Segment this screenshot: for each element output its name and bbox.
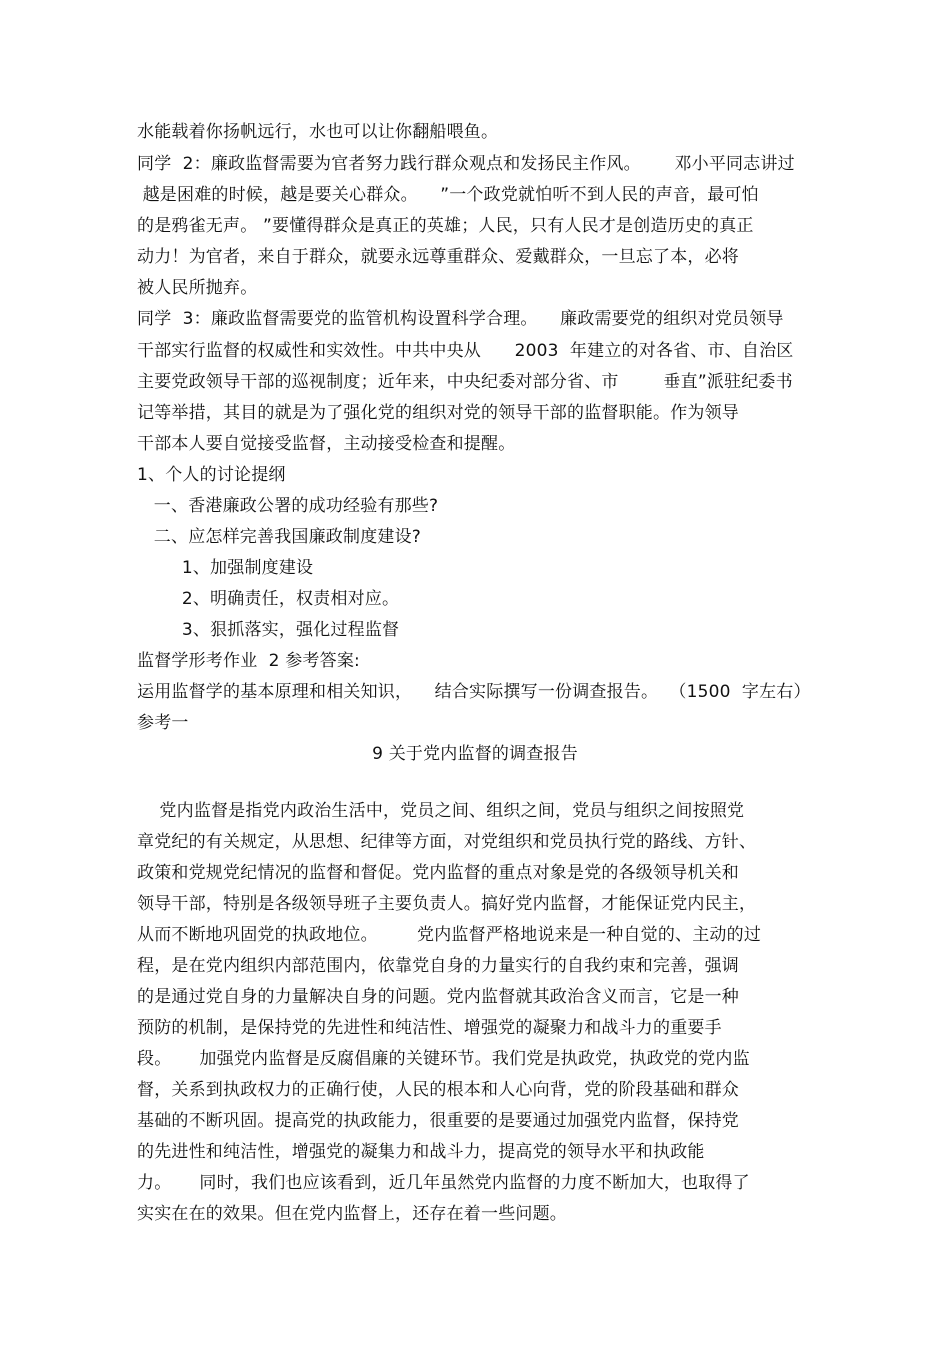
text-line: 领导干部，特别是各级领导班子主要负责人。搞好党内监督，才能保证党内民主， xyxy=(137,894,757,914)
outline-item: 二、应怎样完善我国廉政制度建设? xyxy=(137,527,422,547)
text-line: 力。 同时，我们也应该看到，近几年虽然党内监督的力度不断加大，也取得了 xyxy=(137,1173,750,1193)
text-line: 记等举措，其目的就是为了强化党的组织对党的领导干部的监督职能。作为领导 xyxy=(137,403,739,423)
text-line: 预防的机制，是保持党的先进性和纯洁性、增强党的凝聚力和战斗力的重要手 xyxy=(137,1018,722,1038)
section-heading: 监督学形考作业 2 参考答案: xyxy=(137,651,360,671)
text-line: 动力！为官者，来自于群众，就要永远尊重群众、爱戴群众，一旦忘了本，必将 xyxy=(137,247,739,267)
text-line: 水能载着你扬帆远行，水也可以让你翻船喂鱼。 xyxy=(137,122,499,142)
text-line: 党内监督是指党内政治生活中，党员之间、组织之间，党员与组织之间按照党 xyxy=(137,801,745,821)
text-line: 同学 3：廉政监督需要党的监管机构设置科学合理。 廉政需要党的组织对党员领导 xyxy=(137,309,784,329)
text-line: 的是通过党自身的力量解决自身的问题。党内监督就其政治含义而言，它是一种 xyxy=(137,987,739,1007)
outline-heading: 1、个人的讨论提纲 xyxy=(137,465,286,485)
text-line: 章党纪的有关规定，从思想、纪律等方面，对党组织和党员执行党的路线、方针、 xyxy=(137,832,757,852)
text-line: 干部实行监督的权威性和实效性。中共中央从 2003 年建立的对各省、市、自治区 xyxy=(137,341,794,361)
text-line: 督，关系到执政权力的正确行使，人民的根本和人心向背，党的阶段基础和群众 xyxy=(137,1080,739,1100)
outline-subitem: 1、加强制度建设 xyxy=(137,558,314,578)
text-line: 越是困难的时候，越是要关心群众。 ”一个政党就怕听不到人民的声音，最可怕 xyxy=(137,185,759,205)
text-line: 基础的不断巩固。提高党的执政能力，很重要的是要通过加强党内监督，保持党 xyxy=(137,1111,739,1131)
outline-subitem: 2、明确责任，权责相对应。 xyxy=(137,589,400,609)
text-line: 程，是在党内组织内部范围内，依靠党自身的力量实行的自我约束和完善，强调 xyxy=(137,956,739,976)
text-line: 的先进性和纯洁性，增强党的凝集力和战斗力，提高党的领导水平和执政能 xyxy=(137,1142,705,1162)
text-line: 实实在在的效果。但在党内监督上，还存在着一些问题。 xyxy=(137,1204,567,1224)
text-line: 段。 加强党内监督是反腐倡廉的关键环节。我们党是执政党，执政党的党内监 xyxy=(137,1049,750,1069)
text-line: 被人民所抛弃。 xyxy=(137,278,258,298)
report-title: 9 关于党内监督的调查报告 xyxy=(372,744,578,764)
text-line: 运用监督学的基本原理和相关知识， 结合实际撰写一份调查报告。 （1500 字左右） xyxy=(137,682,811,702)
text-line: 从而不断地巩固党的执政地位。 党内监督严格地说来是一种自觉的、主动的过 xyxy=(137,925,762,945)
text-line: 干部本人要自觉接受监督，主动接受检查和提醒。 xyxy=(137,434,516,454)
text-line: 政策和党规党纪情况的监督和督促。党内监督的重点对象是党的各级领导机关和 xyxy=(137,863,739,883)
text-line: 同学 2：廉政监督需要为官者努力践行群众观点和发扬民主作风。 邓小平同志讲过 xyxy=(137,154,795,174)
outline-subitem: 3、狠抓落实，强化过程监督 xyxy=(137,620,400,640)
outline-item: 一、香港廉政公署的成功经验有那些? xyxy=(137,496,439,516)
text-line: 参考一 xyxy=(137,713,189,733)
text-line: 的是鸦雀无声。 ”要懂得群众是真正的英雄；人民，只有人民才是创造历史的真正 xyxy=(137,216,754,236)
text-line: 主要党政领导干部的巡视制度；近年来，中央纪委对部分省、市 垂直”派驻纪委书 xyxy=(137,372,793,392)
